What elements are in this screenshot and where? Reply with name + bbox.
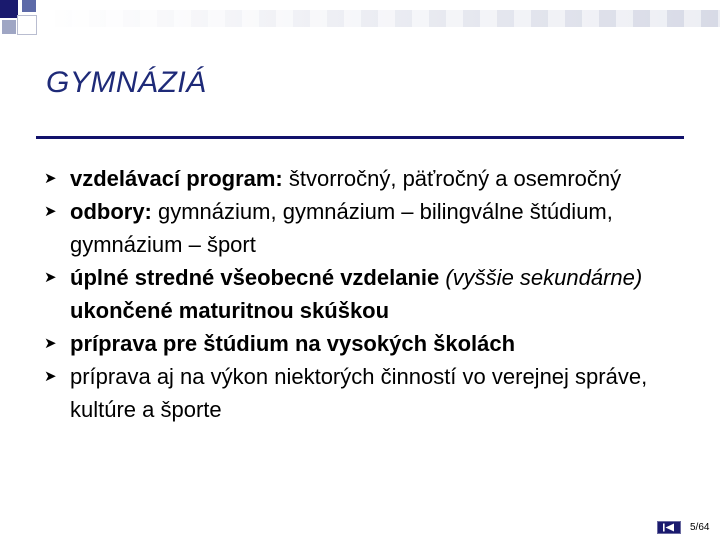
first-slide-icon[interactable] — [657, 521, 681, 534]
bullet-item — [44, 261, 684, 327]
bullet-text: príprava aj na výkon niektorých činností vo verejnej správe, kultúre a športe — [70, 364, 648, 422]
bullet-item — [44, 360, 684, 426]
title-underline — [36, 136, 684, 139]
arrowhead-bullet-icon: ➤ — [44, 170, 57, 187]
bullet-text-bold: úplné stredné všeobecné vzdelanie — [70, 265, 446, 290]
bullet-item — [44, 195, 684, 261]
first-slide-glyph — [661, 523, 677, 532]
bullet-text-italic: (vyššie sekundárne) — [445, 265, 643, 290]
arrowhead-bullet-icon: ➤ — [44, 203, 57, 220]
decor-square-grey — [2, 20, 16, 34]
bullet-list — [44, 162, 684, 426]
decor-square-white — [17, 15, 37, 35]
arrowhead-bullet-icon: ➤ — [44, 335, 57, 352]
arrowhead-bullet-icon: ➤ — [44, 269, 57, 286]
bullet-item — [44, 327, 684, 360]
decor-square-blue — [22, 0, 36, 12]
bullet-item — [44, 162, 684, 195]
page-number: 5/64 — [690, 522, 710, 533]
decor-checker-band — [38, 10, 720, 27]
bullet-text: gymnázium, gymnázium – bilingválne štúdium, gymnázium – šport — [70, 199, 613, 257]
arrowhead-bullet-icon: ➤ — [44, 368, 57, 385]
slide-title: GYMNÁZIÁ — [46, 66, 207, 99]
bullet-text: štvorročný, päťročný a osemročný — [288, 166, 622, 191]
decor-square-navy — [0, 0, 18, 18]
bullet-text-bold: príprava pre štúdium na vysokých školách — [70, 331, 516, 356]
bullet-text-bold: odbory: — [70, 199, 158, 224]
bullet-text-bold: ukončené maturitnou skúškou — [70, 298, 390, 323]
bullet-text-bold: vzdelávací program: — [70, 166, 289, 191]
